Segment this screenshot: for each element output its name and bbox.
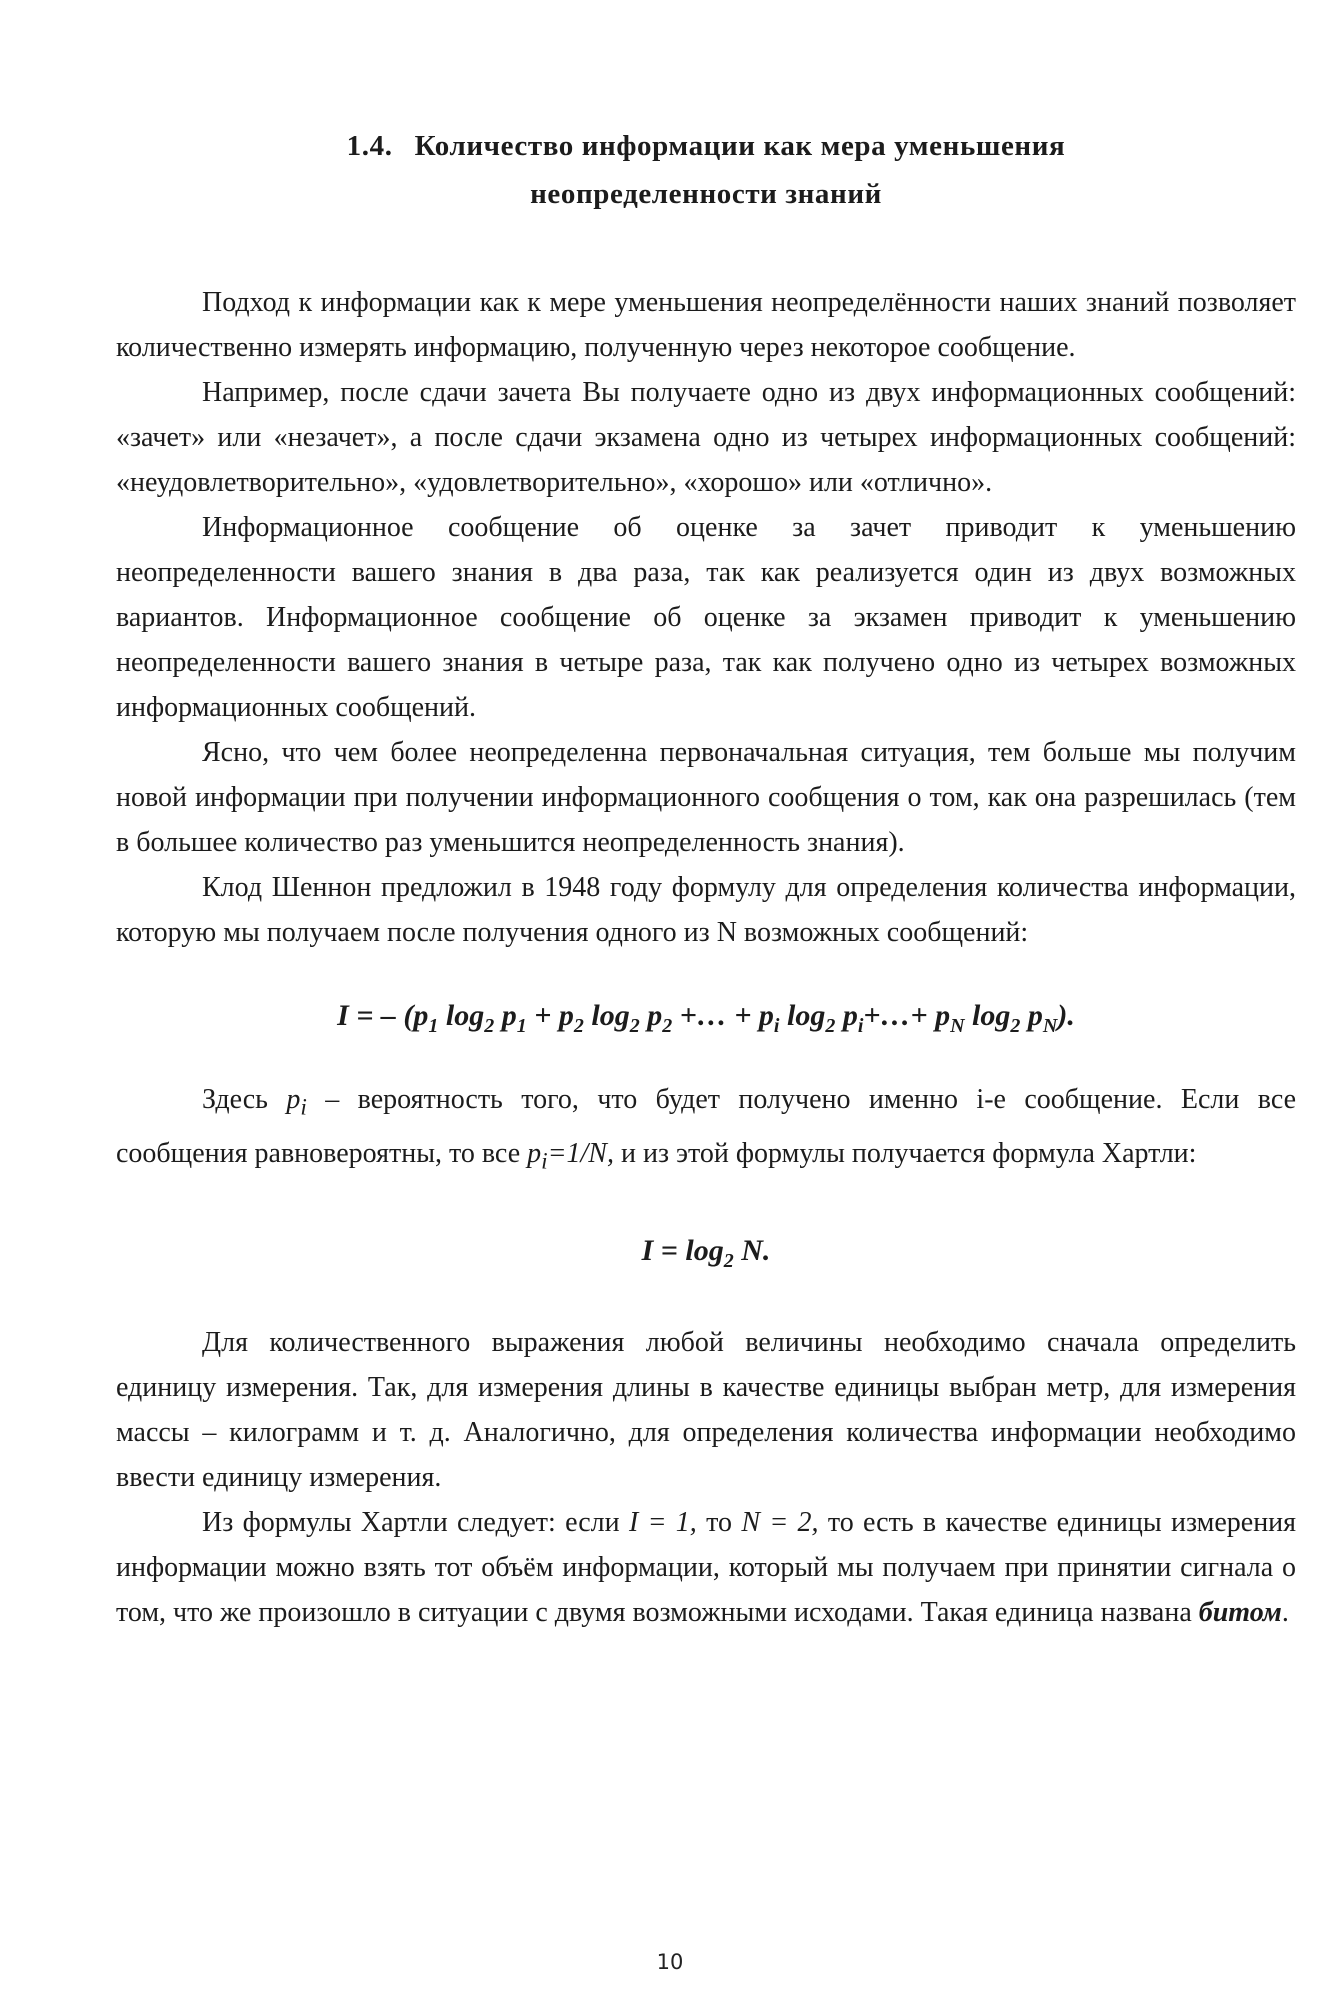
- bit-text-end: .: [1281, 1597, 1289, 1629]
- probability-text-end: и из этой формулы получается формула Хартли:: [620, 1137, 1197, 1169]
- hartley-formula: $I = \log_2 N$.: [641, 1234, 771, 1273]
- paragraph-bit-definition: [116, 1500, 1296, 1635]
- page-content: [116, 122, 1296, 1635]
- condition-i-equals-1: I = 1,: [628, 1507, 697, 1539]
- paragraph-clarity: Ясно, что чем более неопределенна первоначальная ситуация, тем больше мы получим новой информации при получении информационного сообщения о том, как она разрешилась (тем в большее количество раз уменьшится неопределенность знания).: [116, 737, 1296, 858]
- bit-text-start: Из формулы Хартли следует: если: [202, 1507, 620, 1539]
- shannon-formula: I = – ($p_1$ $\log_2 p_1 + p_2$ $\log_2 p_2$ +… + $p_i$ $\log_2$ $p_i+\dots+ p_N$ $\log_2 p_N$).: [337, 999, 1075, 1037]
- pi-equals-expression: $p_i=1/N$,: [527, 1137, 614, 1175]
- condition-n-equals-2: N = 2,: [741, 1507, 819, 1539]
- section-number: 1.4.: [346, 130, 393, 162]
- term-bit: битом: [1198, 1597, 1282, 1629]
- probability-text-start: Здесь: [202, 1084, 268, 1115]
- paragraph-units: Для количественного выражения любой величины необходимо сначала определить единицу измерения. Так, для измерения длины в качестве единицы выбран метр, для измерения массы – килограмм и т. д. Аналогично, для определения количества информации необходимо ввести единицу измерения.: [116, 1327, 1296, 1494]
- section-title-line-2: неопределенности знаний: [530, 178, 882, 210]
- section-title-line-1: Количество информации как мера уменьшения: [414, 130, 1066, 162]
- bit-text-after: то есть в качестве единицы измерения информации можно взять тот объём информации, который мы получаем при принятии сигнала о том, что же произошло в ситуации с двумя возможными исходами. Такая единица названа: [116, 1507, 1297, 1629]
- probability-text-mid: – вероятность того, что будет получено именно i-е сообщение. Если все сообщения равновероятны, то все: [116, 1084, 1297, 1169]
- page-number: 10: [656, 1950, 684, 1974]
- paragraph-uncertainty-reduction: Информационное сообщение об оценке за зачет приводит к уменьшению неопределенности вашего знания в два раза, так как реализуется один из двух возможных вариантов. Информационное сообщение об оценке за экзамен приводит к уменьшению неопределенности вашего знания в четыре раза, так как получено одно из четырех возможных информационных сообщений.: [116, 512, 1296, 723]
- pi-symbol: $p_i$: [286, 1084, 307, 1121]
- paragraph-approach: Подход к информации как к мере уменьшения неопределённости наших знаний позволяет количественно измерять информацию, полученную через некоторое сообщение.: [116, 287, 1296, 363]
- paragraph-probability: [116, 1077, 1296, 1184]
- bit-text-mid: то: [706, 1507, 732, 1539]
- section-heading: [116, 122, 1296, 218]
- paragraph-shannon-intro: Клод Шеннон предложил в 1948 году формулу для определения количества информации, которую мы получаем после получения одного из N возможных сообщений:: [116, 872, 1296, 948]
- paragraph-example: Например, после сдачи зачета Вы получаете одно из двух информационных сообщений: «зачет» или «незачет», а после сдачи экзамена одно из четырех информационных сообщений: «неудовлетворительно», «удовлетворительно», «хорошо» или «отлично».: [116, 377, 1296, 498]
